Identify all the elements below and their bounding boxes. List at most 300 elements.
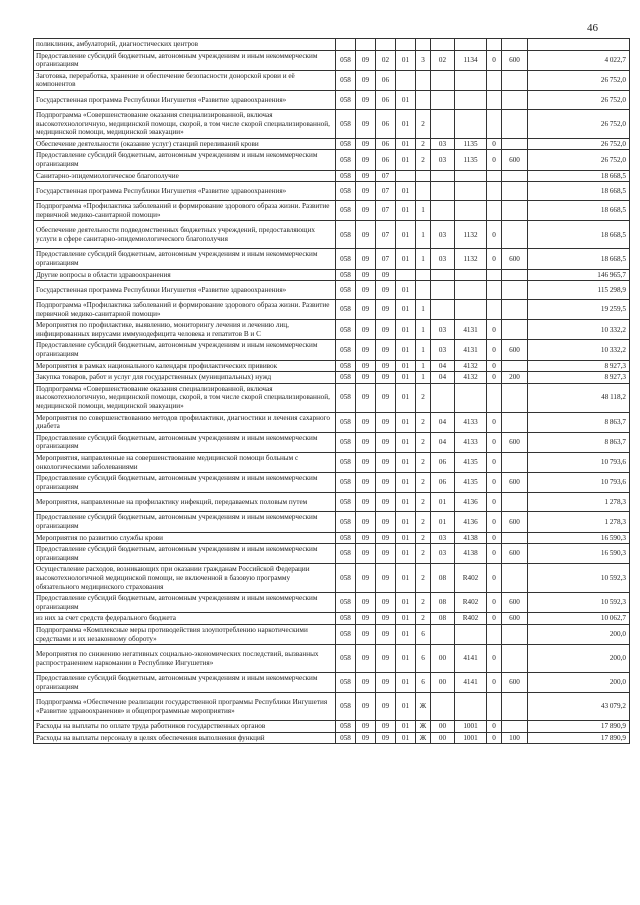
- code-cell: 4135: [455, 453, 487, 473]
- code-cell: 058: [336, 150, 356, 170]
- code-cell: [487, 693, 502, 721]
- row-description: Мероприятия по снижению негативных социально-экономических последствий, вызванных распространением наркомании в Республике Ингушетия»: [34, 645, 336, 673]
- code-cell: 2: [416, 493, 431, 512]
- code-cell: [455, 170, 487, 182]
- code-cell: 0: [487, 593, 502, 613]
- code-cell: 058: [336, 360, 356, 372]
- amount-cell: [528, 39, 630, 51]
- code-cell: [502, 109, 528, 138]
- code-cell: 09: [376, 432, 396, 452]
- code-cell: 2: [416, 109, 431, 138]
- code-cell: [502, 624, 528, 644]
- code-cell: 01: [396, 693, 416, 721]
- row-description: Государственная программа Республики Ингушетия «Развитие здравоохранения»: [34, 182, 336, 201]
- code-cell: 600: [502, 432, 528, 452]
- code-cell: 01: [396, 512, 416, 532]
- code-cell: Ж: [416, 732, 431, 744]
- code-cell: [487, 201, 502, 221]
- row-description: Подпрограмма «Совершенствование оказания специализированной, включая высокотехнологичную, медицинской помощи, скорой, в том числе скорой специализированной, медицинской помощи, медицинской эвакуации»: [34, 383, 336, 412]
- code-cell: 09: [356, 721, 376, 733]
- code-cell: 058: [336, 512, 356, 532]
- code-cell: 07: [376, 249, 396, 269]
- row-description: Мероприятия в рамках национального календаря профилактических прививок: [34, 360, 336, 372]
- code-cell: 01: [396, 593, 416, 613]
- code-cell: R402: [455, 613, 487, 625]
- table-row: [34, 383, 630, 412]
- row-description: Осуществление расходов, возникающих при оказании гражданам Российской Федерации высокотехнологичной медицинской помощи, не включенной в базовую программу обязательного медицинского страхования: [34, 564, 336, 593]
- amount-cell: 4 022,7: [528, 50, 630, 70]
- code-cell: 2: [416, 473, 431, 493]
- code-cell: 09: [376, 732, 396, 744]
- code-cell: 058: [336, 645, 356, 673]
- amount-cell: 16 590,3: [528, 532, 630, 544]
- code-cell: [487, 269, 502, 281]
- code-cell: 01: [396, 138, 416, 150]
- code-cell: 058: [336, 721, 356, 733]
- code-cell: 2: [416, 564, 431, 593]
- code-cell: 06: [376, 90, 396, 109]
- code-cell: 058: [336, 624, 356, 644]
- code-cell: 09: [356, 693, 376, 721]
- code-cell: 058: [336, 673, 356, 693]
- code-cell: 09: [356, 673, 376, 693]
- code-cell: 08: [431, 613, 455, 625]
- row-description: Подпрограмма «Профилактика заболеваний и формирование здорового образа жизни. Развитие первичной медико-санитарной помощи»: [34, 300, 336, 320]
- code-cell: 2: [416, 150, 431, 170]
- amount-cell: 26 752,0: [528, 109, 630, 138]
- table-row: [34, 512, 630, 532]
- code-cell: 2: [416, 532, 431, 544]
- code-cell: 09: [356, 182, 376, 201]
- amount-cell: 10 793,6: [528, 473, 630, 493]
- code-cell: [431, 624, 455, 644]
- code-cell: 03: [431, 221, 455, 249]
- row-description: Предоставление субсидий бюджетным, автономным учреждениям и иным некоммерческим организациям: [34, 50, 336, 70]
- code-cell: 600: [502, 50, 528, 70]
- code-cell: 01: [396, 340, 416, 360]
- code-cell: 09: [376, 512, 396, 532]
- row-description: Закупка товаров, работ и услуг для государственных (муниципальных) нужд: [34, 372, 336, 384]
- row-description: Подпрограмма «Профилактика заболеваний и формирование здорового образа жизни. Развитие первичной медико-санитарной помощи»: [34, 201, 336, 221]
- code-cell: 09: [356, 473, 376, 493]
- amount-cell: 17 890,9: [528, 721, 630, 733]
- row-description: Обеспечение деятельности (оказание услуг) станций переливаний крови: [34, 138, 336, 150]
- code-cell: 2: [416, 593, 431, 613]
- code-cell: [431, 281, 455, 300]
- code-cell: 01: [396, 360, 416, 372]
- code-cell: 06: [376, 70, 396, 90]
- code-cell: 0: [487, 493, 502, 512]
- code-cell: 09: [356, 249, 376, 269]
- amount-cell: 10 332,2: [528, 320, 630, 340]
- code-cell: 01: [431, 493, 455, 512]
- table-row: [34, 473, 630, 493]
- code-cell: 08: [431, 564, 455, 593]
- amount-cell: 115 298,9: [528, 281, 630, 300]
- code-cell: 4131: [455, 320, 487, 340]
- code-cell: 01: [396, 613, 416, 625]
- code-cell: 09: [356, 170, 376, 182]
- code-cell: 2: [416, 613, 431, 625]
- code-cell: [487, 109, 502, 138]
- code-cell: 0: [487, 320, 502, 340]
- code-cell: Ж: [416, 721, 431, 733]
- row-description: Предоставление субсидий бюджетным, автономным учреждениям и иным некоммерческим организациям: [34, 340, 336, 360]
- code-cell: 600: [502, 150, 528, 170]
- code-cell: 4133: [455, 412, 487, 432]
- code-cell: 0: [487, 221, 502, 249]
- code-cell: [396, 39, 416, 51]
- code-cell: 09: [356, 109, 376, 138]
- code-cell: 09: [376, 693, 396, 721]
- code-cell: 01: [396, 645, 416, 673]
- row-description: Государственная программа Республики Ингушетия «Развитие здравоохранения»: [34, 281, 336, 300]
- code-cell: 09: [356, 493, 376, 512]
- code-cell: 0: [487, 512, 502, 532]
- code-cell: 3: [416, 50, 431, 70]
- code-cell: [455, 383, 487, 412]
- code-cell: [502, 645, 528, 673]
- code-cell: [431, 109, 455, 138]
- code-cell: [502, 383, 528, 412]
- row-description: Предоставление субсидий бюджетным, автономным учреждениям и иным некоммерческим организациям: [34, 512, 336, 532]
- table-row: [34, 221, 630, 249]
- code-cell: [431, 300, 455, 320]
- row-description: Предоставление субсидий бюджетным, автономным учреждениям и иным некоммерческим организациям: [34, 673, 336, 693]
- code-cell: 09: [356, 512, 376, 532]
- amount-cell: 1 278,3: [528, 493, 630, 512]
- code-cell: R402: [455, 564, 487, 593]
- row-description: Расходы на выплаты персоналу в целях обеспечения выполнения функций: [34, 732, 336, 744]
- amount-cell: 200,0: [528, 624, 630, 644]
- amount-cell: 19 259,5: [528, 300, 630, 320]
- code-cell: [396, 269, 416, 281]
- code-cell: [431, 693, 455, 721]
- code-cell: 0: [487, 721, 502, 733]
- code-cell: [455, 300, 487, 320]
- code-cell: 01: [396, 453, 416, 473]
- table-row: [34, 249, 630, 269]
- code-cell: 09: [356, 613, 376, 625]
- code-cell: 07: [376, 201, 396, 221]
- code-cell: 09: [376, 412, 396, 432]
- code-cell: 01: [396, 432, 416, 452]
- code-cell: 01: [396, 493, 416, 512]
- code-cell: Ж: [416, 693, 431, 721]
- code-cell: 09: [356, 624, 376, 644]
- amount-cell: 8 863,7: [528, 412, 630, 432]
- code-cell: 09: [376, 493, 396, 512]
- code-cell: 0: [487, 673, 502, 693]
- code-cell: 0: [487, 453, 502, 473]
- code-cell: 0: [487, 372, 502, 384]
- code-cell: 2: [416, 512, 431, 532]
- table-row: [34, 372, 630, 384]
- code-cell: 01: [396, 532, 416, 544]
- code-cell: 1135: [455, 150, 487, 170]
- code-cell: 09: [356, 372, 376, 384]
- code-cell: 09: [356, 645, 376, 673]
- code-cell: 09: [356, 138, 376, 150]
- code-cell: 09: [356, 50, 376, 70]
- amount-cell: 26 752,0: [528, 138, 630, 150]
- row-description: Заготовка, переработка, хранение и обеспечение безопасности донорской крови и её компонентов: [34, 70, 336, 90]
- code-cell: 09: [356, 532, 376, 544]
- code-cell: 09: [376, 340, 396, 360]
- code-cell: 01: [396, 320, 416, 340]
- code-cell: 09: [376, 269, 396, 281]
- code-cell: [396, 70, 416, 90]
- code-cell: [502, 564, 528, 593]
- code-cell: [502, 90, 528, 109]
- code-cell: 058: [336, 109, 356, 138]
- code-cell: 1: [416, 300, 431, 320]
- amount-cell: 10 592,3: [528, 564, 630, 593]
- amount-cell: 146 965,7: [528, 269, 630, 281]
- code-cell: 058: [336, 170, 356, 182]
- code-cell: 4135: [455, 473, 487, 493]
- table-row: [34, 693, 630, 721]
- code-cell: 09: [376, 532, 396, 544]
- code-cell: [502, 201, 528, 221]
- code-cell: 1: [416, 221, 431, 249]
- code-cell: 01: [396, 50, 416, 70]
- code-cell: [487, 300, 502, 320]
- code-cell: 0: [487, 150, 502, 170]
- code-cell: 4131: [455, 340, 487, 360]
- code-cell: 4136: [455, 493, 487, 512]
- row-description: Предоставление субсидий бюджетным, автономным учреждениям и иным некоммерческим организациям: [34, 593, 336, 613]
- amount-cell: 200,0: [528, 673, 630, 693]
- code-cell: 01: [396, 221, 416, 249]
- code-cell: [431, 170, 455, 182]
- code-cell: 07: [376, 170, 396, 182]
- code-cell: 0: [487, 432, 502, 452]
- code-cell: 06: [431, 453, 455, 473]
- code-cell: 06: [431, 473, 455, 493]
- table-row: [34, 150, 630, 170]
- code-cell: 058: [336, 281, 356, 300]
- code-cell: 07: [376, 221, 396, 249]
- row-description: Подпрограмма «Обеспечение реализации государственной программы Республики Ингушетия «Развитие здравоохранения» и общепрограммные мероприятия»: [34, 693, 336, 721]
- code-cell: 01: [396, 90, 416, 109]
- code-cell: 4138: [455, 544, 487, 564]
- code-cell: 09: [376, 281, 396, 300]
- row-description: Обеспечение деятельности подведомственных бюджетных учреждений, предоставляющих услуги в сфере санитарно-эпидемиологического благополучия: [34, 221, 336, 249]
- code-cell: 1134: [455, 50, 487, 70]
- code-cell: [431, 269, 455, 281]
- code-cell: 06: [376, 138, 396, 150]
- code-cell: 09: [356, 432, 376, 452]
- code-cell: 09: [356, 281, 376, 300]
- code-cell: 1132: [455, 221, 487, 249]
- code-cell: 01: [396, 150, 416, 170]
- code-cell: [502, 453, 528, 473]
- code-cell: 1001: [455, 732, 487, 744]
- row-description: Мероприятия по развитию службы крови: [34, 532, 336, 544]
- code-cell: [431, 90, 455, 109]
- code-cell: 0: [487, 50, 502, 70]
- code-cell: [455, 182, 487, 201]
- code-cell: 0: [487, 360, 502, 372]
- table-row: [34, 613, 630, 625]
- code-cell: 03: [431, 150, 455, 170]
- code-cell: [416, 170, 431, 182]
- table-row: [34, 269, 630, 281]
- code-cell: 6: [416, 624, 431, 644]
- code-cell: 0: [487, 532, 502, 544]
- table-row: [34, 320, 630, 340]
- code-cell: 4136: [455, 512, 487, 532]
- code-cell: 01: [396, 732, 416, 744]
- code-cell: 058: [336, 532, 356, 544]
- code-cell: 09: [356, 383, 376, 412]
- code-cell: 01: [396, 201, 416, 221]
- table-row: [34, 281, 630, 300]
- code-cell: 6: [416, 673, 431, 693]
- table-row: [34, 624, 630, 644]
- code-cell: 09: [356, 70, 376, 90]
- code-cell: [502, 170, 528, 182]
- code-cell: 600: [502, 593, 528, 613]
- code-cell: 058: [336, 300, 356, 320]
- code-cell: 01: [396, 673, 416, 693]
- amount-cell: 43 079,2: [528, 693, 630, 721]
- code-cell: 09: [376, 372, 396, 384]
- code-cell: 200: [502, 372, 528, 384]
- code-cell: 4141: [455, 673, 487, 693]
- amount-cell: 48 118,2: [528, 383, 630, 412]
- table-row: [34, 432, 630, 452]
- code-cell: 01: [396, 300, 416, 320]
- code-cell: 09: [376, 564, 396, 593]
- code-cell: [502, 693, 528, 721]
- code-cell: 03: [431, 320, 455, 340]
- code-cell: [502, 360, 528, 372]
- code-cell: 058: [336, 383, 356, 412]
- code-cell: [336, 39, 356, 51]
- code-cell: 09: [356, 732, 376, 744]
- code-cell: [487, 39, 502, 51]
- code-cell: [455, 269, 487, 281]
- amount-cell: 26 752,0: [528, 150, 630, 170]
- code-cell: 06: [376, 150, 396, 170]
- amount-cell: 10 332,2: [528, 340, 630, 360]
- code-cell: [356, 39, 376, 51]
- code-cell: [487, 624, 502, 644]
- code-cell: 02: [431, 50, 455, 70]
- row-description: Государственная программа Республики Ингушетия «Развитие здравоохранения»: [34, 90, 336, 109]
- page-number: 46: [587, 22, 598, 34]
- code-cell: 00: [431, 721, 455, 733]
- code-cell: 2: [416, 412, 431, 432]
- amount-cell: 8 927,3: [528, 360, 630, 372]
- code-cell: 04: [431, 412, 455, 432]
- code-cell: 09: [376, 645, 396, 673]
- amount-cell: 10 592,3: [528, 593, 630, 613]
- table-row: [34, 673, 630, 693]
- code-cell: [502, 532, 528, 544]
- amount-cell: 18 668,5: [528, 221, 630, 249]
- code-cell: 03: [431, 544, 455, 564]
- table-row: [34, 412, 630, 432]
- table-row: [34, 732, 630, 744]
- row-description: Мероприятия по совершенствованию методов профилактики, диагностики и лечения сахарного диабета: [34, 412, 336, 432]
- code-cell: 1: [416, 340, 431, 360]
- row-description: Подпрограмма «Комплексные меры противодействия злоупотреблению наркотическими средствами и их незаконному обороту»: [34, 624, 336, 644]
- table-row: [34, 90, 630, 109]
- code-cell: 600: [502, 340, 528, 360]
- table-row: [34, 645, 630, 673]
- table-row: [34, 593, 630, 613]
- code-cell: 058: [336, 50, 356, 70]
- code-cell: 06: [376, 109, 396, 138]
- code-cell: [502, 182, 528, 201]
- code-cell: 1: [416, 201, 431, 221]
- code-cell: R402: [455, 593, 487, 613]
- table-row: [34, 453, 630, 473]
- code-cell: 09: [356, 564, 376, 593]
- code-cell: 058: [336, 473, 356, 493]
- code-cell: 00: [431, 673, 455, 693]
- code-cell: 058: [336, 613, 356, 625]
- code-cell: 058: [336, 221, 356, 249]
- code-cell: 03: [431, 532, 455, 544]
- code-cell: [502, 320, 528, 340]
- amount-cell: 26 752,0: [528, 70, 630, 90]
- budget-table: [33, 38, 630, 744]
- table-row: [34, 138, 630, 150]
- code-cell: 09: [356, 300, 376, 320]
- code-cell: 058: [336, 432, 356, 452]
- code-cell: 0: [487, 249, 502, 269]
- code-cell: [455, 90, 487, 109]
- code-cell: 01: [396, 109, 416, 138]
- code-cell: 2: [416, 383, 431, 412]
- code-cell: 09: [376, 721, 396, 733]
- code-cell: [455, 201, 487, 221]
- code-cell: 4132: [455, 360, 487, 372]
- code-cell: [502, 412, 528, 432]
- code-cell: 09: [376, 544, 396, 564]
- code-cell: [502, 221, 528, 249]
- code-cell: [416, 269, 431, 281]
- table-row: [34, 544, 630, 564]
- code-cell: 1: [416, 320, 431, 340]
- row-description: из них за счет средств федерального бюджета: [34, 613, 336, 625]
- code-cell: [416, 281, 431, 300]
- code-cell: 1132: [455, 249, 487, 269]
- table-row: [34, 340, 630, 360]
- code-cell: [502, 721, 528, 733]
- table-row: [34, 360, 630, 372]
- code-cell: 600: [502, 473, 528, 493]
- amount-cell: 8 927,3: [528, 372, 630, 384]
- code-cell: [431, 39, 455, 51]
- code-cell: 01: [396, 372, 416, 384]
- code-cell: 6: [416, 645, 431, 673]
- code-cell: 058: [336, 90, 356, 109]
- code-cell: [396, 170, 416, 182]
- row-description: Санитарно-эпидемиологическое благополучие: [34, 170, 336, 182]
- table-row: [34, 564, 630, 593]
- code-cell: [455, 39, 487, 51]
- code-cell: 09: [376, 624, 396, 644]
- amount-cell: 26 752,0: [528, 90, 630, 109]
- row-description: Мероприятия, направленные на совершенствование медицинской помощи больным с онкологическими заболеваниями: [34, 453, 336, 473]
- table-row: [34, 201, 630, 221]
- code-cell: [487, 182, 502, 201]
